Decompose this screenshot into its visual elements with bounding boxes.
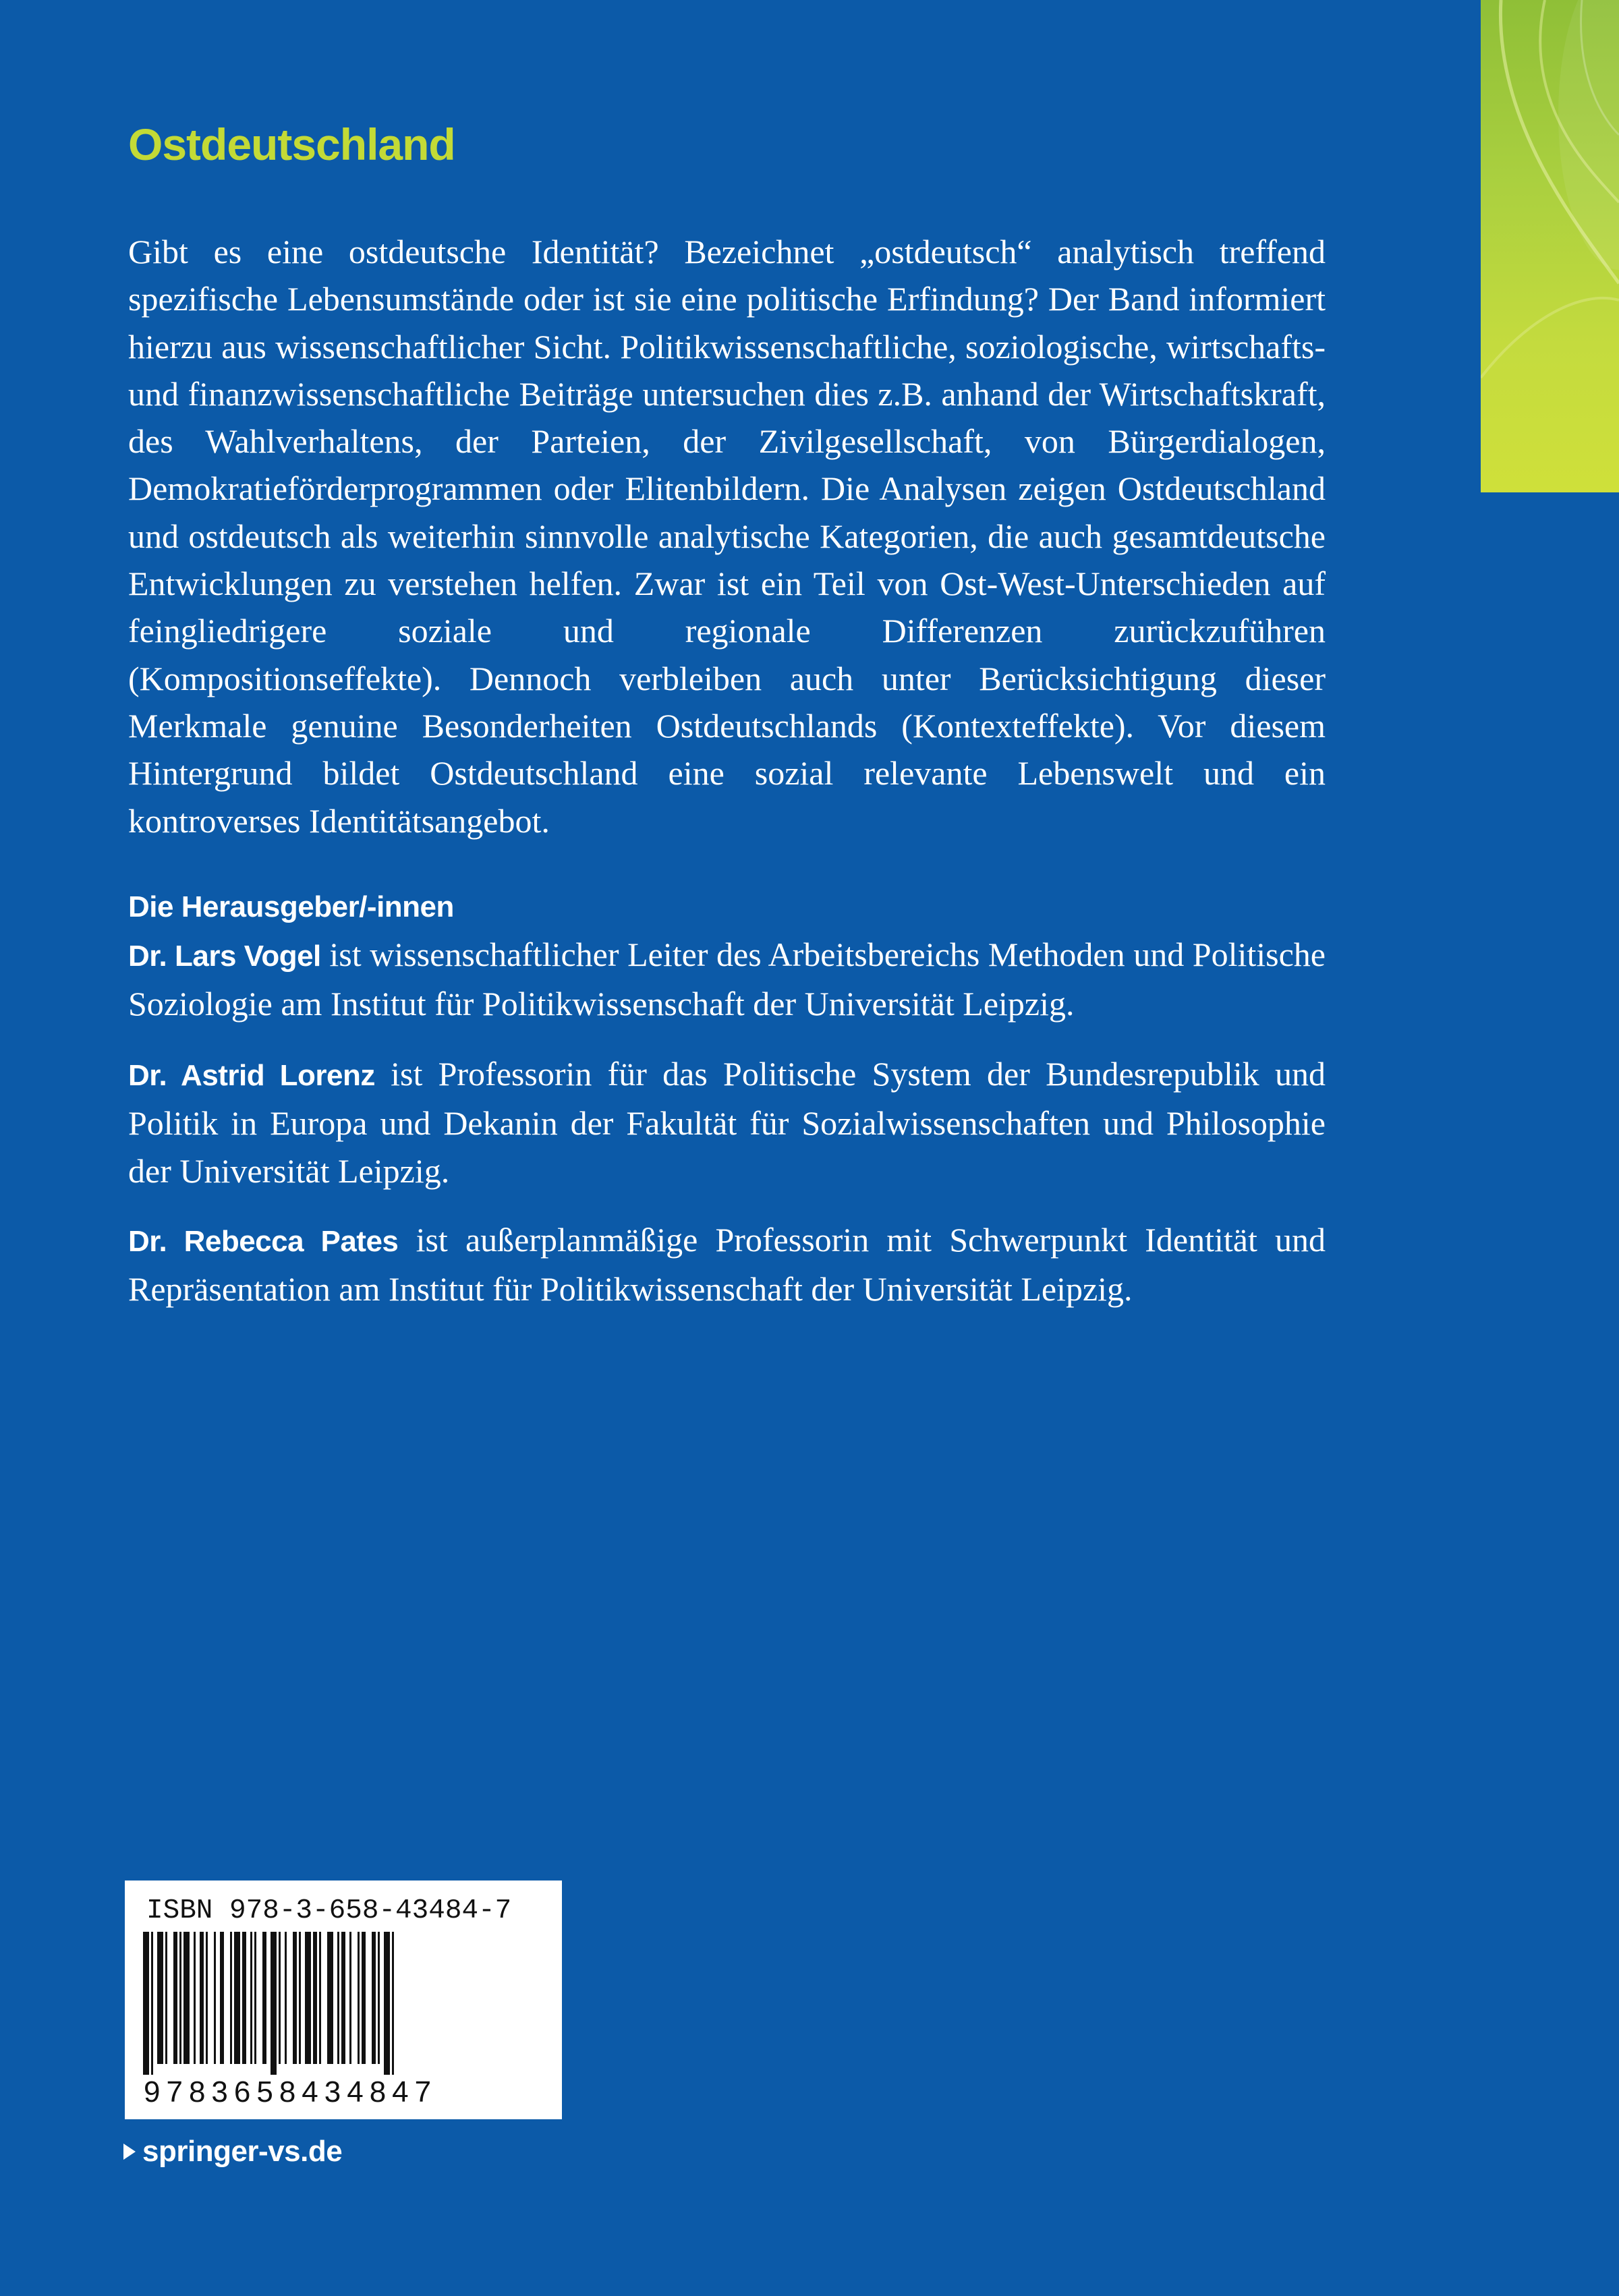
barcode-bar — [349, 1932, 351, 2064]
barcode-bar — [179, 1932, 181, 2064]
publisher-link[interactable] — [123, 2131, 461, 2172]
barcode-bar — [254, 1932, 256, 2064]
barcode-bar — [234, 1932, 240, 2064]
barcode-bar — [358, 1932, 360, 2064]
barcode-bar — [230, 1932, 232, 2064]
editor-name: Dr. Rebecca Pates — [128, 1225, 399, 1258]
barcode-bar — [327, 1932, 333, 2064]
editor-bio-pates — [128, 1216, 1326, 1313]
barcode-bar — [262, 1932, 266, 2064]
barcode-bar — [384, 1932, 390, 2075]
barcode-bar — [183, 1932, 190, 2064]
barcode-bar — [214, 1932, 216, 2064]
editor-bio-lorenz — [128, 1050, 1326, 1195]
publisher-website[interactable]: springer-vs.de — [142, 2135, 343, 2168]
book-title: Ostdeutschland — [128, 119, 455, 169]
editor-description: ist außerplanmäßige Professorin mit Schwerpunkt Identität und Repräsentation am Institut für Politikwissenschaft der Universität Leipzig. — [128, 1221, 1326, 1309]
editor-name: Dr. Astrid Lorenz — [128, 1059, 375, 1092]
barcode-bar — [341, 1932, 345, 2064]
barcode-bar — [220, 1932, 224, 2064]
book-blurb: Gibt es eine ostdeutsche Identität? Bezeichnet „ostdeutsch“ analytisch treffend spezifische Lebensumstände oder ist sie eine politische Erfindung? Der Band informiert hierzu aus wissenschaftlicher Sicht. Politikwissenschaftliche, soziologische, wirtschafts- und finanzwissenschaftliche Beiträge untersuchen dies z.B. anhand der Wirtschaftskraft, des Wahlverhaltens, der Parteien, der Zivilgesellschaft, von Bürgerdialogen, Demokratieförderprogrammen oder Elitenbildern. Die Analysen zeigen Ostdeutschland und ostdeutsch als weiterhin sinnvolle analytische Kategorien, die auch gesamtdeutsche Entwicklungen zu verstehen helfen. Zwar ist ein Teil von Ost-West-Unterschieden auf feingliedrigere soziale und regionale Differenzen zurückzuführen (Kompositionseffekte). Dennoch verbleiben auch unter Berücksichtigung dieser Merkmale genuine Besonderheiten Ostdeutschlands (Kontexteffekte). Vor diesem Hintergrund bildet Ostdeutschland eine sozial relevante Lebenswelt und ein kontroverses Identitätsangebot. — [128, 233, 1326, 840]
barcode-bar — [285, 1932, 287, 2064]
barcode-bar — [165, 1932, 167, 2064]
barcode-bar — [337, 1932, 339, 2064]
barcode-bar — [143, 1932, 149, 2075]
decorative-swirl-graphic — [1481, 0, 1619, 492]
barcode-bar — [157, 1932, 163, 2064]
barcode-bar — [194, 1932, 196, 2064]
barcode-digits: 9783658434847 — [144, 2075, 438, 2108]
editors-heading: Die Herausgeber/-innen — [128, 890, 454, 923]
barcode-bar — [151, 1932, 153, 2075]
editor-description: ist wissenschaftlicher Leiter des Arbeitsbereichs Methoden und Politische Soziologie am Institut für Politikwissenschaft der Universität Leipzig. — [128, 936, 1326, 1023]
barcode-bar — [372, 1932, 376, 2064]
isbn-label: ISBN 978-3-658-43484-7 — [146, 1895, 512, 1926]
barcode-bar — [378, 1932, 380, 2064]
barcode-bar — [293, 1932, 297, 2064]
barcode-bar — [305, 1932, 311, 2064]
barcode-bar — [362, 1932, 366, 2064]
green-accent-strip — [1481, 0, 1619, 492]
barcode-graphic — [142, 1932, 546, 2075]
barcode-bar — [206, 1932, 208, 2064]
barcode-bar — [392, 1932, 394, 2075]
barcode-bar — [299, 1932, 301, 2064]
barcode-bar — [200, 1932, 204, 2064]
barcode-bar — [279, 1932, 281, 2064]
isbn-barcode-box — [125, 1881, 562, 2119]
barcode-bar — [173, 1932, 177, 2064]
barcode-bar — [319, 1932, 321, 2064]
barcode-bar — [271, 1932, 277, 2075]
arrow-right-icon — [123, 2144, 136, 2160]
editor-name: Dr. Lars Vogel — [128, 940, 321, 973]
editor-bio-vogel — [128, 931, 1326, 1028]
editor-description: ist Professorin für das Politische System der Bundesrepublik und Politik in Europa und Dekanin der Fakultät für Sozialwissenschaften und Philosophie der Universität Leipzig. — [128, 1055, 1326, 1190]
barcode-bar — [250, 1932, 252, 2064]
barcode-bar — [242, 1932, 246, 2064]
barcode-bar — [313, 1932, 317, 2064]
